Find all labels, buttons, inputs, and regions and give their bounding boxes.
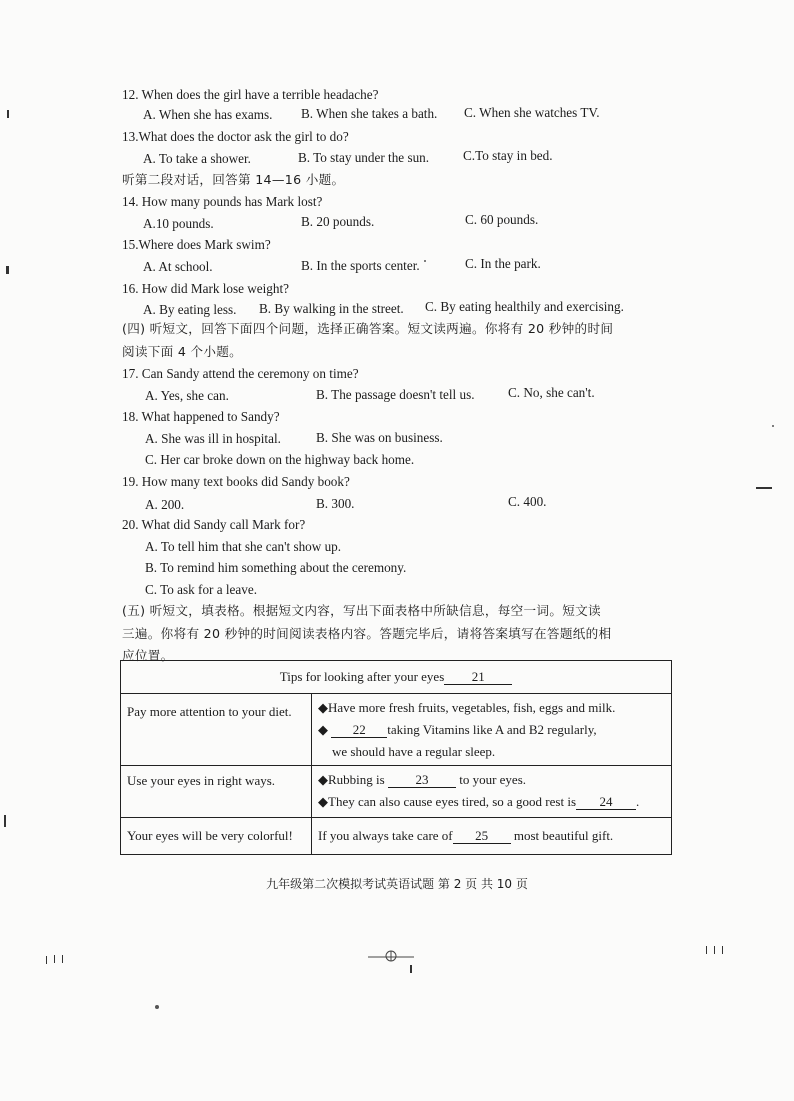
question-20: 20. What did Sandy call Mark for? [122, 517, 306, 532]
q16-option-a: A. By eating less. [143, 302, 237, 317]
q12-option-b: B. When she takes a bath. [301, 106, 438, 121]
question-15: 15.Where does Mark swim? [122, 237, 271, 252]
row-2-bullet-1-pre: Rubbing is [328, 772, 385, 787]
row-1-content-cell [312, 694, 672, 766]
blank-23: 23 [388, 773, 456, 788]
bullet-icon: ◆ [318, 794, 328, 809]
scan-mark [410, 965, 412, 973]
row-3-label-cell [121, 818, 312, 855]
q17-option-b: B. The passage doesn't tell us. [316, 387, 475, 402]
tips-table [120, 660, 672, 855]
q13-option-b: B. To stay under the sun. [298, 150, 430, 165]
blank-24: 24 [576, 795, 636, 810]
table-title: Tips for looking after your eyes [279, 669, 445, 684]
question-17: 17. Can Sandy attend the ceremony on time? [122, 366, 359, 381]
q14-option-c: C. 60 pounds. [465, 212, 539, 227]
part-4-instructions-line-2: 阅读下面 4 个小题。 [122, 344, 243, 359]
q14-option-a: A.10 pounds. [143, 216, 214, 231]
row-1-label: Pay more attention to your diet. [127, 704, 292, 719]
table-title-cell [121, 661, 672, 694]
q15-option-a: A. At school. [143, 259, 213, 274]
q18-option-b: B. She was on business. [316, 430, 443, 445]
scan-mark [7, 110, 9, 118]
part-5-instructions-line-2: 三遍。你将有 20 秒钟的时间阅读表格内容。答题完毕后，请将答案填写在答题纸的相 [122, 626, 612, 641]
part-5-instructions-line-1: (五) 听短文，填表格。根据短文内容，写出下面表格中所缺信息，每空一词。短文读 [122, 603, 601, 618]
q16-option-c: C. By eating healthily and exercising. [425, 299, 624, 314]
q20-option-b: B. To remind him something about the ceremony. [145, 560, 407, 575]
blank-21: 21 [444, 670, 512, 685]
q17-option-c: C. No, she can't. [508, 385, 595, 400]
q19-option-a: A. 200. [145, 497, 185, 512]
row-1-bullet-2: taking Vitamins like A and B2 regularly, [387, 722, 597, 737]
scan-speck [772, 425, 774, 427]
row-3-label: Your eyes will be very colorful! [127, 828, 293, 843]
question-19: 19. How many text books did Sandy book? [122, 474, 350, 489]
page-footer: 九年级第二次模拟考试英语试题 第 2 页 共 10 页 [266, 877, 528, 891]
question-16: 16. How did Mark lose weight? [122, 281, 290, 296]
q13-option-a: A. To take a shower. [143, 151, 251, 166]
scan-speck [424, 260, 426, 262]
q18-option-a: A. She was ill in hospital. [145, 431, 281, 446]
bullet-icon: ◆ [318, 700, 328, 715]
binding-mark-icon [368, 948, 414, 962]
q12-option-c: C. When she watches TV. [464, 105, 600, 120]
row-3-pre: If you always take care of [318, 828, 453, 843]
scan-mark [722, 946, 723, 954]
part-4-instructions-line-1: (四) 听短文，回答下面四个问题，选择正确答案。短文读两遍。你将有 20 秒钟的时间 [122, 321, 614, 336]
bullet-icon: ◆ [318, 722, 328, 737]
part-5-instructions-line-3: 应位置。 [122, 648, 174, 663]
q20-option-c: C. To ask for a leave. [145, 582, 257, 597]
q20-option-a: A. To tell him that she can't show up. [145, 539, 342, 554]
blank-22: 22 [331, 723, 387, 738]
q16-option-b: B. By walking in the street. [259, 301, 404, 316]
question-14: 14. How many pounds has Mark lost? [122, 194, 323, 209]
row-2-label: Use your eyes in right ways. [127, 773, 276, 788]
q19-option-c: C. 400. [508, 494, 547, 509]
scan-mark [706, 946, 707, 954]
bullet-icon: ◆ [318, 772, 328, 787]
question-18: 18. What happened to Sandy? [122, 409, 280, 424]
section-heading-dialogue-2: 听第二段对话，回答第 14—16 小题。 [122, 172, 345, 187]
scan-mark [4, 815, 6, 827]
scan-mark [46, 956, 47, 964]
q14-option-b: B. 20 pounds. [301, 214, 375, 229]
row-3-content-cell [312, 818, 672, 855]
scan-mark [714, 946, 715, 954]
q18-option-c: C. Her car broke down on the highway back home. [145, 452, 415, 467]
row-2-label-cell [121, 766, 312, 818]
question-13: 13.What does the doctor ask the girl to do? [122, 129, 349, 144]
scan-speck [155, 1005, 159, 1009]
scan-mark [6, 266, 9, 274]
scan-mark [54, 955, 55, 963]
scan-mark [756, 487, 772, 489]
row-2-content-cell: ◆Rubbing is 23 to your eyes. ◆They can also cause eyes tired, so a good rest is 24 . [312, 766, 672, 818]
row-1-label-cell [121, 694, 312, 766]
q15-option-b: B. In the sports center. [301, 258, 420, 273]
row-2-bullet-1-post: to your eyes. [459, 772, 527, 787]
row-1-bullet-2-continued: we should have a regular sleep. [332, 744, 496, 759]
q15-option-c: C. In the park. [465, 256, 541, 271]
row-2-bullet-2-pre: They can also cause eyes tired, so a good rest is [328, 794, 577, 809]
row-3-post: most beautiful gift. [513, 828, 614, 843]
row-1-bullet-1: Have more fresh fruits, vegetables, fish, eggs and milk. [328, 700, 616, 715]
blank-25: 25 [453, 829, 511, 844]
q12-option-a: A. When she has exams. [143, 107, 273, 122]
q17-option-a: A. Yes, she can. [145, 388, 229, 403]
q13-option-c: C.To stay in bed. [463, 148, 553, 163]
scan-mark [62, 955, 63, 963]
question-12: 12. When does the girl have a terrible headache? [122, 87, 379, 102]
q19-option-b: B. 300. [316, 496, 355, 511]
